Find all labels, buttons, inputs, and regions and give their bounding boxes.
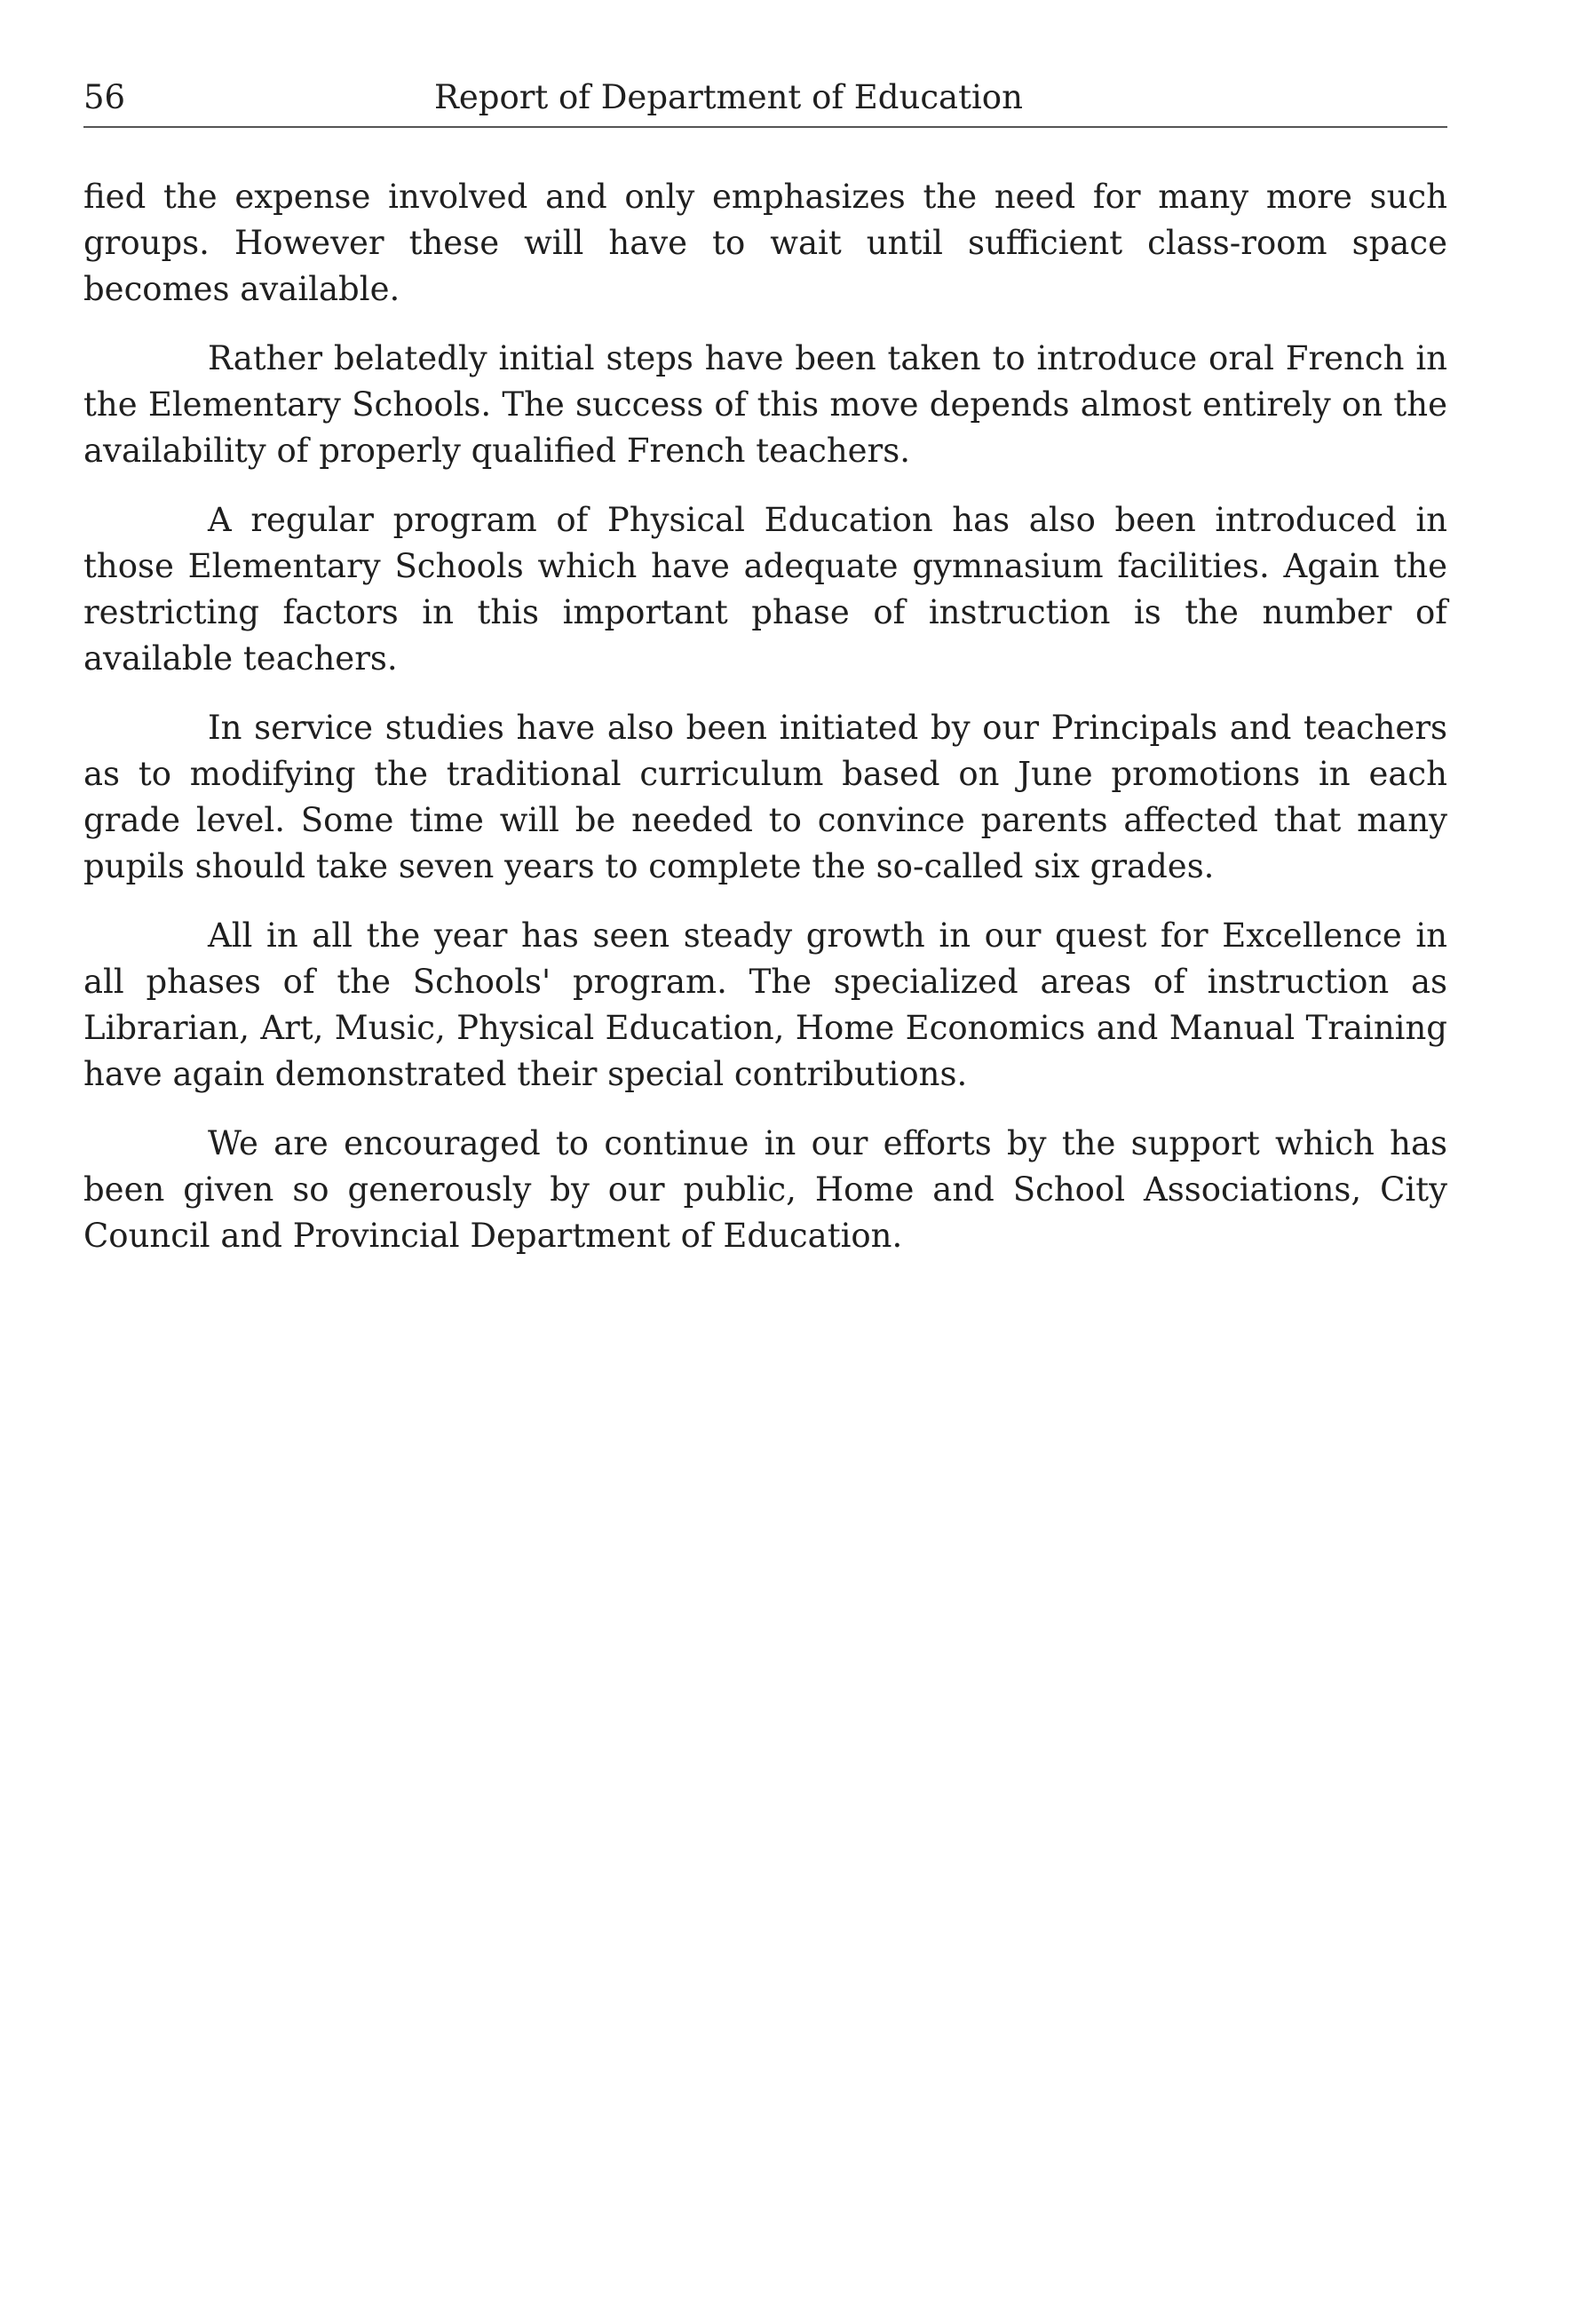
page-header <box>83 73 1447 128</box>
body-text <box>83 174 1447 1282</box>
paragraph-in-service-studies: In service studies have also been initiated by our Principals and teachers as to modifying the traditional curriculum based on June promotions in each grade level. Some time will be needed to convince parents affected that many pupils should take seven years to complete the so-called six grades. <box>83 709 1447 885</box>
paragraph-physical-education: A regular program of Physical Education has also been introduced in those Elementary Schools which have adequate gymnasium facilities. Again the restricting factors in this important phase of instruction is the number of available teachers. <box>83 501 1447 678</box>
paragraph-encouraged: We are encouraged to continue in our efforts by the support which has been given so generously by our public, Home and School Associations, City Council and Provincial Department of Education. <box>83 1124 1447 1255</box>
page-number: 56 <box>83 78 126 116</box>
paragraph-continued: fied the expense involved and only emphasizes the need for many more such groups. However these will have to wait until sufficient class-room space becomes available. <box>83 178 1447 308</box>
paragraph-steady-growth: All in all the year has seen steady growth in our quest for Excellence in all phases of the Schools' program. The specialized areas of instruction as Librarian, Art, Music, Physical Education, Home Economics and Manual Training have again demonstrated their special contributions. <box>83 916 1447 1093</box>
running-title: Report of Department of Education <box>434 78 1023 116</box>
paragraph-oral-french: Rather belatedly initial steps have been taken to introduce oral French in the Elementary Schools. The success of this move depends almost entirely on the availability of properly qualified French teachers. <box>83 339 1447 470</box>
